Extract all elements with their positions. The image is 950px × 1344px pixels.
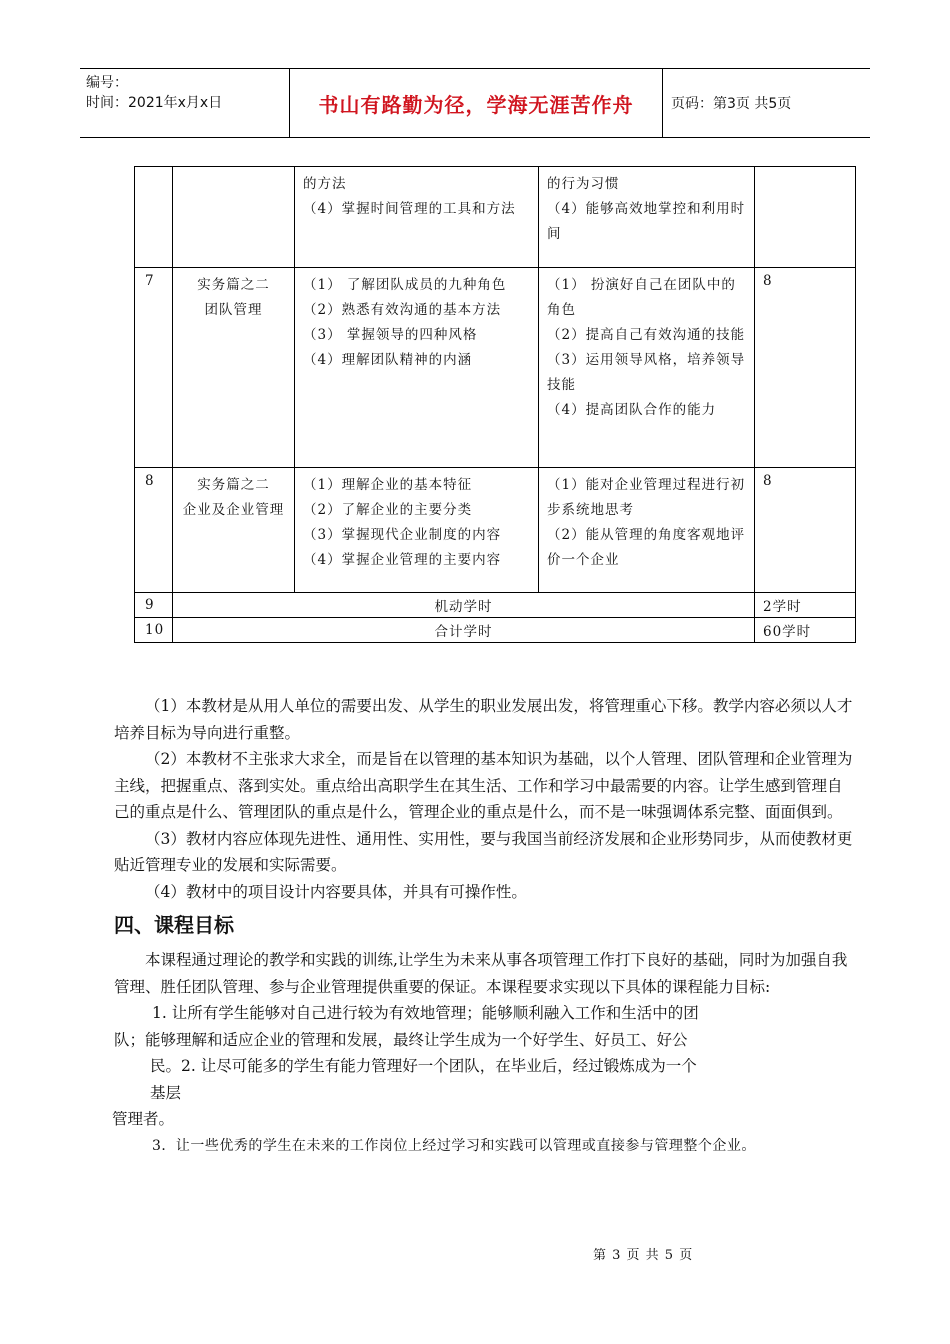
row-number: 8 xyxy=(135,468,173,593)
row-hours: 8 xyxy=(755,268,856,468)
row-category xyxy=(173,167,295,268)
goal-line: 基层 xyxy=(150,1083,182,1102)
goal-line: 3．让一些优秀的学生在未来的工作岗位上经过学习和实践可以管理或直接参与管理整个企业。 xyxy=(152,1137,756,1154)
header-number: 编号： xyxy=(86,75,128,91)
header-time: 时间：2021年x月x日 xyxy=(86,95,223,111)
row-ability: 的行为习惯 （4）能够高效地掌控和利用时间 xyxy=(539,167,755,268)
header-motto: 书山有路勤为径，学海无涯苦作舟 xyxy=(289,69,663,137)
paragraph: （3）教材内容应体现先进性、通用性、实用性，要与我国当前经济发展和企业形势同步，从而使教材更贴近管理专业的发展和实际需要。 xyxy=(114,829,853,874)
table-row xyxy=(135,468,856,593)
section-title: 四、课程目标 xyxy=(114,913,234,937)
row-label: 合计学时 xyxy=(173,618,755,643)
table-row xyxy=(135,593,856,618)
row-number: 9 xyxy=(135,593,173,618)
row-knowledge: （1）理解企业的基本特征 （2）了解企业的主要分类 （3）掌握现代企业制度的内容 （4）掌握企业管理的主要内容 xyxy=(295,468,539,593)
row-number: 10 xyxy=(135,618,173,643)
row-hours: 2学时 xyxy=(755,593,856,618)
header-meta xyxy=(80,69,289,137)
row-category: 实务篇之二 企业及企业管理 xyxy=(173,468,295,593)
table-row xyxy=(135,268,856,468)
page-header xyxy=(80,68,870,138)
page-footer: 第 3 页 共 5 页 xyxy=(593,1248,694,1263)
row-number: 7 xyxy=(135,268,173,468)
row-knowledge: 的方法 （4）掌握时间管理的工具和方法 xyxy=(295,167,539,268)
row-knowledge: （1） 了解团队成员的九种角色 （2）熟悉有效沟通的基本方法 （3） 掌握领导的四种风格 （4）理解团队精神的内涵 xyxy=(295,268,539,468)
row-ability: （1） 扮演好自己在团队中的角色 （2）提高自己有效沟通的技能 （3）运用领导风格，培养领导技能 （4）提高团队合作的能力 xyxy=(539,268,755,468)
table-row xyxy=(135,618,856,643)
goal-line: 队；能够理解和适应企业的管理和发展，最终让学生成为一个好学生、好员工、好公 xyxy=(114,1030,688,1049)
table-row xyxy=(135,167,856,268)
paragraph: 本课程通过理论的教学和实践的训练,让学生为未来从事各项管理工作打下良好的基础，同时为加强自我管理、胜任团队管理、参与企业管理提供重要的保证。本课程要求实现以下具体的课程能力目标: xyxy=(114,951,848,996)
goal-line: 民。2. 让尽可能多的学生有能力管理好一个团队，在毕业后，经过锻炼成为一个 xyxy=(150,1057,697,1075)
document-body xyxy=(114,693,854,1159)
row-category: 实务篇之二 团队管理 xyxy=(173,268,295,468)
paragraph: （2）本教材不主张求大求全，而是旨在以管理的基本知识为基础，以个人管理、团队管理和企业管理为主线，把握重点、落到实处。重点给出高职学生在其生活、工作和学习中最需要的内容。让学生感到管理自己的重点是什么、管理团队的重点是什么，管理企业的重点是什么，而不是一味强调体系完整、面面俱到。 xyxy=(114,750,853,821)
row-label: 机动学时 xyxy=(173,593,755,618)
paragraph: （4）教材中的项目设计内容要具体，并具有可操作性。 xyxy=(145,882,527,901)
goal-line: 1. 让所有学生能够对自己进行较为有效地管理；能够顺利融入工作和生活中的团 xyxy=(152,1004,699,1022)
curriculum-table xyxy=(134,166,856,643)
header-page: 页码：第3页 共5页 xyxy=(671,96,792,112)
row-ability: （1）能对企业管理过程进行初步系统地思考 （2）能从管理的角度客观地评价一个企业 xyxy=(539,468,755,593)
row-hours: 8 xyxy=(755,468,856,593)
goal-line: 管理者。 xyxy=(112,1110,175,1128)
row-hours xyxy=(755,167,856,268)
paragraph: （1）本教材是从用人单位的需要出发、从学生的职业发展出发，将管理重心下移。教学内容必须以人才培养目标为导向进行重整。 xyxy=(114,697,853,742)
row-hours: 60学时 xyxy=(755,618,856,643)
row-number xyxy=(135,167,173,268)
